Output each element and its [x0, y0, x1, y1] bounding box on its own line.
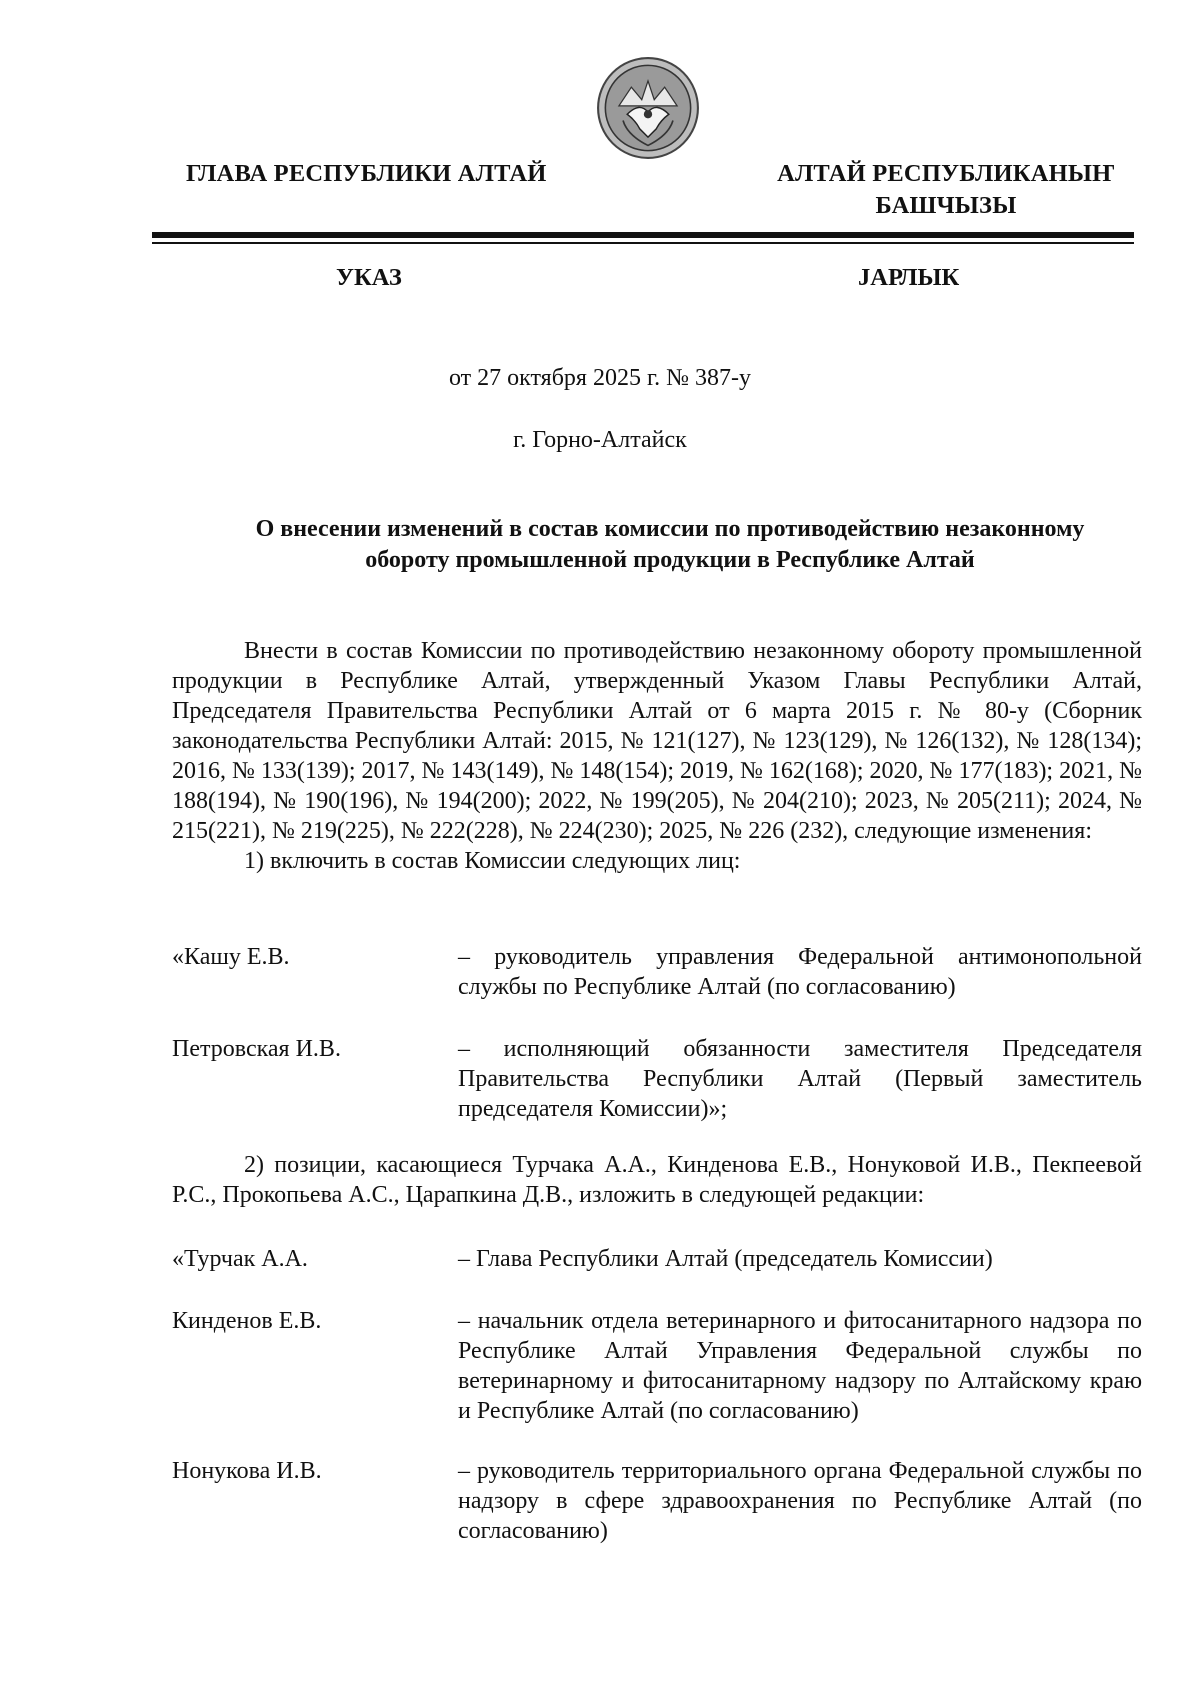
header-title-right-line2: БАШЧЫЗЫ [875, 192, 1017, 219]
item-1: 1) включить в состав Комиссии следующих лиц: [244, 848, 741, 874]
member-role: – руководитель территориального органа Федеральной службы по надзору в сфере здравоохранения по Республике Алтай (по согласованию) [458, 1458, 1142, 1544]
item-2: 2) позиции, касающиеся Турчака А.А., Кинденова Е.В., Нонуковой И.В., Пекпеевой Р.С., Прокопьева А.С., Царапкина Д.В., изложить в следующей редакции: [172, 1152, 1142, 1208]
item-2-block [172, 1150, 1142, 1210]
document-title-line1: О внесении изменений в состав комиссии по противодействию незаконному [255, 516, 1085, 542]
altai-coat-of-arms-icon [596, 56, 700, 160]
member-role: – руководитель управления Федеральной антимонопольной службы по Республике Алтай (по согласованию) [458, 944, 1142, 1000]
member-name: «Турчак А.А. [172, 1246, 308, 1272]
document-date: от 27 октября 2025 г. № 387-у [448, 365, 751, 391]
intro-paragraph-block [172, 636, 1142, 876]
member-role: – Глава Республики Алтай (председатель Комиссии) [458, 1246, 993, 1272]
doc-type-right: ЈАРЛЫК [858, 264, 960, 291]
member-name: Нонукова И.В. [172, 1458, 322, 1484]
document-title-line2: обороту промышленной продукции в Республике Алтай [365, 547, 975, 573]
document-city: г. Горно-Алтайск [513, 427, 687, 453]
doc-type-left: УКАЗ [336, 264, 402, 291]
document-title [200, 514, 1140, 576]
member-name: Петровская И.В. [172, 1036, 341, 1062]
member-name: «Кашу Е.В. [172, 944, 290, 970]
member-role: – исполняющий обязанности заместителя Председателя Правительства Республики Алтай (Первый заместитель председателя Комиссии)»; [458, 1036, 1142, 1122]
header-title-right-line1: АЛТАЙ РЕСПУБЛИКАНЫҤ [777, 160, 1115, 187]
header-title-right [756, 158, 1136, 222]
intro-paragraph: Внести в состав Комиссии по противодействию незаконному обороту промышленной продукции в Республике Алтай, утвержденный Указом Главы Республики Алтай, Председателя Правительства Республики Алтай от 6 марта 2015 г. № 80-у (Сборник законодательства Республики Алтай: 2015, № 121(127), № 123(129), № 126(132), № 128(134); 2016, № 133(139); 2017, № 143(149), № 148(154); 2019, № 162(168); 2020, № 177(183); 2021, № 188(194), № 190(196), № 194(200); 2022, № 199(205), № 204(210); 2023, № 205(211); 2024, № 215(221), № 219(225), № 222(228), № 224(230); 2025, № 226 (232), следующие изменения: [172, 638, 1142, 844]
header-divider-thin [152, 242, 1134, 244]
member-name: Кинденов Е.В. [172, 1308, 322, 1334]
header-divider-thick [152, 232, 1134, 238]
member-role: – начальник отдела ветеринарного и фитосанитарного надзора по Республике Алтай Управления Федеральной службы по ветеринарному и фитосанитарному надзору по Алтайскому краю и Республике Алтай (по согласованию) [458, 1308, 1142, 1424]
header-title-left: ГЛАВА РЕСПУБЛИКИ АЛТАЙ [186, 160, 547, 187]
